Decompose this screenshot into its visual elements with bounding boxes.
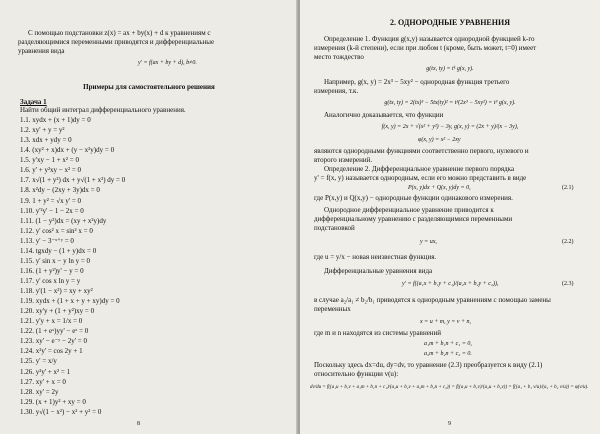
exercise-item: 1.30. y√(1 − x²) − x² + y² = 0 xyxy=(20,407,102,416)
exercise-item: 1.9. 1 + y² = √x y' = 0 xyxy=(20,196,82,205)
substitution-line-2: дифференциальному уравнению с разделяющимися переменными xyxy=(314,215,513,223)
exercise-item: 1.14. tgxdy − (1 + y)dx = 0 xyxy=(20,246,97,255)
eq-number-2-3: (2.3) xyxy=(562,281,574,287)
example2-line-2: второго измерений. xyxy=(314,156,373,164)
exercise-item: 1.22. (1 + eˣ)yy' − eˣ = 0 xyxy=(20,327,89,336)
exercise-item: 1.24. x²y' = cos 2y + 1 xyxy=(20,347,83,356)
section-title: Примеры для самостоятельного решения xyxy=(83,83,215,91)
intro-line-3: уравнения вида xyxy=(18,47,65,55)
example2-line-1: являются однородными функциями соответственно первого, нулевого и xyxy=(314,147,529,155)
left-page xyxy=(0,0,298,434)
def1-line-1: Определение 1. Функция g(x,y) называется однородной функцией k-го xyxy=(324,35,535,43)
intro-line-1: С помощью подстановки z(x) = ax + by(x) + d к уравнениям с xyxy=(28,29,211,37)
identity-equation: g(tx, ty) = tᵏ g(x, y). xyxy=(426,66,474,72)
def2-equation: P(x, y)dx + Q(x, y)dy = 0, xyxy=(408,185,471,191)
exercise-item: 1.8. x²dy − (2xy + 3y)dx = 0 xyxy=(20,186,100,195)
eq-number-2-1: (2.1) xyxy=(562,185,574,191)
exercise-item: 1.23. xy' − e⁻ʸ − 2y' = 0 xyxy=(20,337,87,346)
page-number: 8 xyxy=(137,421,140,427)
exercise-item: 1.5. y'xy − 1 + x² = 0 xyxy=(20,156,79,165)
task-text: Найти общий интеграл дифференциального уравнения. xyxy=(20,106,186,114)
example1-line-2: измерения, т.к. xyxy=(314,87,359,95)
intro-line-2: разделяющимися переменными приводятся и дифференциальные xyxy=(18,38,215,46)
case-equation: x = u + m, y = v + n, xyxy=(420,319,472,325)
exercise-item: 1.7. x√(1 + y²) dx + y√(1 + x²) dy = 0 xyxy=(20,176,126,185)
example1-equation: g(tx, ty) = 2(tx)³ − 5tx(ty)² = t³(2x³ − 5xy²) = t³ g(x, y). xyxy=(384,100,516,106)
def2-line-2: y' = f(x, y) называется однородным, если его можно представить в виде xyxy=(314,174,527,182)
case-line-1: в случае a₂/a₁ ≠ b₂/b₁ приводятся к однородным уравнениям с помощью замены xyxy=(314,296,551,304)
eq-number-2-2: (2.2) xyxy=(562,239,574,245)
chapter-title: 2. ОДНОРОДНЫЕ УРАВНЕНИЯ xyxy=(390,18,510,27)
substitution-line-3: подстановкой xyxy=(314,224,355,232)
exercise-item: 1.12. y' cos² x = sin² x = 0 xyxy=(20,226,93,235)
system-equation-1: a₁m + b₁n + c₁ = 0, xyxy=(424,341,472,347)
exercise-item: 1.20. xy'y + (1 + y²)xy = 0 xyxy=(20,307,95,316)
def2-line-1: Определение 2. Дифференциальное уравнение первого порядка xyxy=(324,165,515,173)
exercise-item: 1.29. (x + 1)y² + xy = 0 xyxy=(20,397,86,406)
substitution-line-1: Однородное дифференциальное уравнение приводится к xyxy=(324,206,494,214)
case-line-2: переменных xyxy=(314,305,351,313)
exercise-item: 1.21. y'y + x = 1/x = 0 xyxy=(20,317,83,326)
final-line-1: Поскольку здесь dx=du, dy=dv, то уравнение (2.3) преобразуется к виду (2.1) xyxy=(314,361,543,369)
exercise-item: 1.16. (1 + y²)y' − y = 0 xyxy=(20,266,84,275)
exercise-item: 1.26. y²y' + x² = 1 xyxy=(20,367,71,376)
def1-line-3: место тождество xyxy=(314,53,364,61)
example2-intro: Аналогично доказывается, что функции xyxy=(324,111,444,119)
def1-line-2: измерения (k-й степени), если при любом t (кроме, быть может, t=0) имеет xyxy=(314,44,537,52)
exercise-item: 1.28. xy' = 2y xyxy=(20,387,59,396)
form-equation: y' = f((a₁x + b₁y + c₁)/(a₂x + b₂y + c₂)), xyxy=(402,281,499,287)
intro-equation: y' = f(ax + by + d), b≠0. xyxy=(138,60,197,66)
system-equation-2: a₂m + b₂n + c₂ = 0. xyxy=(424,351,472,357)
final-line-2: относительно функции v(u): xyxy=(314,370,399,378)
exercise-item: 1.13. y' − 3⁻ˣ⁺ʸ = 0 xyxy=(20,236,74,245)
example1-line-1: Например, g(x, y) = 2x³ − 5xy² − однородная функция третьего xyxy=(324,78,510,86)
final-equation: dv/du = f((a₁u + b₁v + a₁m + b₁n + c₁)/(a₂u + b₂v + a₂m + b₂n + c₂)) = f((a₁u + b₁v)/(a₂u + b₂v)) = f((a₁ + b₁ v/u)/(a₂ + b₂ v/u)) = φ(v/u). xyxy=(310,385,589,390)
page-number: 9 xyxy=(448,421,451,427)
def2-line-3: где P(x,y) и Q(x,y) − однородные функции одинакового измерения. xyxy=(314,194,513,202)
exercise-item: 1.17. y' cos x ln y = y xyxy=(20,277,81,285)
example2-equation-2: φ(x, y) = x² − 2xy xyxy=(418,137,461,143)
substitution-equation: y = ux, xyxy=(420,239,437,245)
exercise-item: 1.1. xydx + (x + 1)dy = 0 xyxy=(20,116,91,124)
right-page xyxy=(300,0,600,434)
case-line-3: где m и n находятся из системы уравнений xyxy=(314,329,442,337)
exercise-item: 1.18. y'(1 − x²) = xy + xy² xyxy=(20,287,93,295)
exercise-item: 1.19. xydx + (1 + x + y + xy)dy = 0 xyxy=(20,297,120,306)
exercise-item: 1.11. (1 − y²)dx = (xy + x²y)dy xyxy=(20,216,107,225)
substitution-line-4: где u = y/x − новая неизвестная функция. xyxy=(314,253,437,261)
task-title: Задача 1 xyxy=(20,98,47,106)
exercise-item: 1.2. xy' + y = y² xyxy=(20,126,65,135)
exercise-item: 1.4. (xy² + x)dx + (y − x²y)dy = 0 xyxy=(20,146,115,155)
exercise-item: 1.3. xdx + ydy = 0 xyxy=(20,136,72,145)
exercise-item: 1.27. xy' + x = 0 xyxy=(20,377,66,386)
exercise-item: 1.10. y'²y' − 1 − 2x = 0 xyxy=(20,206,84,215)
exercise-item: 1.15. y' sin x − y ln y = 0 xyxy=(20,256,91,265)
exercise-item: 1.6. y' + y²xy − x² = 0 xyxy=(20,166,82,175)
exercise-item: 1.25. y' = x/y xyxy=(20,357,57,366)
form-line-1: Дифференциальные уравнения вида xyxy=(324,267,433,275)
example2-equation-1: f(x, y) = 2x + √(x² + y²) − 3y, g(x, y) = (2x + y)/(x − 3y), xyxy=(381,124,519,130)
